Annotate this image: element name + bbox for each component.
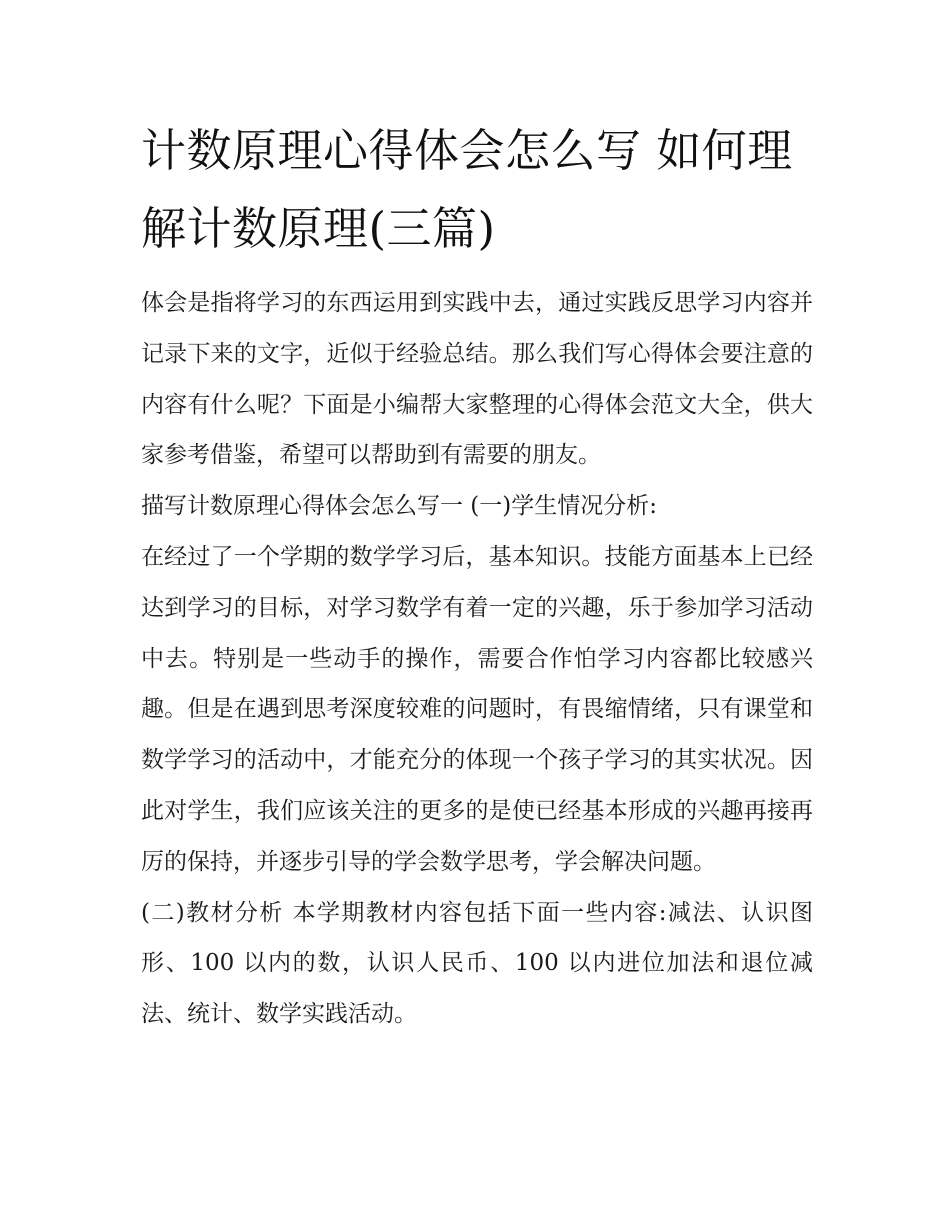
document-body (141, 278, 813, 1040)
intro-paragraph: 体会是指将学习的东西运用到实践中去，通过实践反思学习内容并记录下来的文字，近似于经验总结。那么我们写心得体会要注意的内容有什么呢？下面是小编帮大家整理的心得体会范文大全，供大家参考借鉴，希望可以帮助到有需要的朋友。 (141, 290, 813, 469)
textbook-analysis-paragraph: (二)教材分析 本学期教材内容包括下面一些内容:减法、认识图形、100 以内的数，认识人民币、100 以内进位加法和退位减法、统计、数学实践活动。 (141, 899, 813, 1028)
document-page (141, 112, 813, 1040)
student-analysis-paragraph: 在经过了一个学期的数学学习后，基本知识。技能方面基本上已经达到学习的目标，对学习数学有着一定的兴趣，乐于参加学习活动中去。特别是一些动手的操作，需要合作怕学习内容都比较感兴趣。但是在遇到思考深度较难的问题时，有畏缩情绪，只有课堂和数学学习的活动中，才能充分的体现一个孩子学习的其实状况。因此对学生，我们应该关注的更多的是使已经基本形成的兴趣再接再厉的保持，并逐步引导的学会数学思考，学会解决问题。 (141, 543, 813, 875)
section-heading-student-analysis: 描写计数原理心得体会怎么写一 (一)学生情况分析: (141, 493, 658, 520)
document-title: 计数原理心得体会怎么写 如何理解计数原理(三篇) (141, 124, 793, 255)
